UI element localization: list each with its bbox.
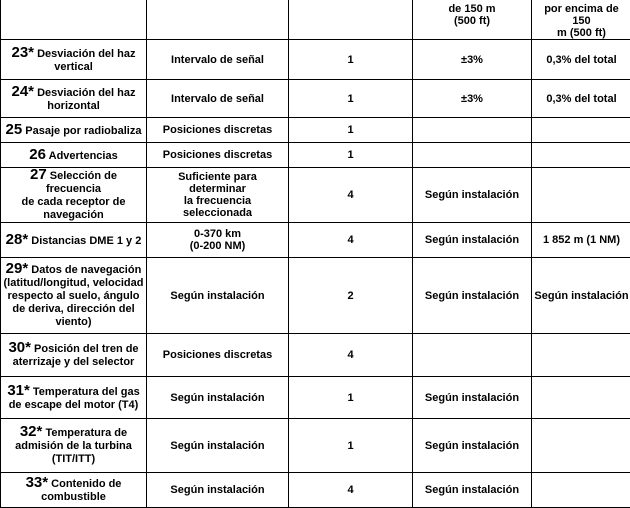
accuracy-high-cell [532,334,630,377]
header-cell-accuracy-low: de 150 m (500 ft) [413,0,532,40]
range-cell: Según instalación [147,377,289,419]
interval-cell: 4 [289,473,413,508]
accuracy-low-cell [413,143,532,168]
interval-cell: 4 [289,334,413,377]
parameter-number: 32* [20,423,43,440]
parameter-cell: 24* Desviación del haz horizontal [1,80,147,118]
header-cell-accuracy-high: por encima de 150 m (500 ft) [532,0,630,40]
accuracy-low-cell: Según instalación [413,473,532,508]
table-row [1,168,630,223]
interval-cell: 1 [289,40,413,80]
accuracy-low-cell: Según instalación [413,377,532,419]
accuracy-high-cell [532,168,630,223]
interval-cell: 1 [289,419,413,473]
range-cell: Según instalación [147,258,289,334]
accuracy-low-cell: ±3% [413,80,532,118]
header-row [1,0,630,40]
accuracy-high-cell: 0,3% del total [532,40,630,80]
accuracy-high-cell [532,419,630,473]
range-cell: Posiciones discretas [147,334,289,377]
accuracy-high-cell [532,377,630,419]
parameter-cell: 33* Contenido de combustible [1,473,147,508]
range-cell: Intervalo de señal [147,80,289,118]
accuracy-high-cell: 1 852 m (1 NM) [532,223,630,258]
accuracy-high-cell: Según instalación [532,258,630,334]
accuracy-low-cell: Según instalación [413,168,532,223]
parameter-number: 30* [8,339,31,356]
interval-cell: 1 [289,143,413,168]
header-cell-parameter [1,0,147,40]
table-row [1,223,630,258]
range-cell: Suficiente para determinar la frecuencia seleccionada [147,168,289,223]
accuracy-low-cell: Según instalación [413,419,532,473]
accuracy-low-cell: Según instalación [413,258,532,334]
range-cell: Posiciones discretas [147,143,289,168]
table-row [1,80,630,118]
parameter-cell: 31* Temperatura del gas de escape del motor (T4) [1,377,147,419]
interval-cell: 1 [289,377,413,419]
parameter-number: 28* [6,231,29,248]
range-cell: Según instalación [147,419,289,473]
table-row [1,118,630,143]
table-row [1,143,630,168]
accuracy-high-cell [532,118,630,143]
parameter-cell: 27 Selección de frecuencia de cada receptor de navegación [1,168,147,223]
parameter-cell: 28* Distancias DME 1 y 2 [1,223,147,258]
accuracy-low-cell: ±3% [413,40,532,80]
interval-cell: 4 [289,168,413,223]
interval-cell: 1 [289,118,413,143]
parameter-number: 24* [11,83,34,100]
parameter-number: 26 [29,146,46,163]
interval-cell: 1 [289,80,413,118]
parameter-number: 23* [11,44,34,61]
table-row [1,419,630,473]
parameter-cell: 26 Advertencias [1,143,147,168]
table-row [1,377,630,419]
header-cell-interval [289,0,413,40]
parameter-number: 31* [7,382,30,399]
accuracy-low-cell: Según instalación [413,223,532,258]
table-row [1,258,630,334]
table-row [1,40,630,80]
accuracy-high-cell [532,473,630,508]
range-cell: 0-370 km (0-200 NM) [147,223,289,258]
parameter-cell: 23* Desviación del haz vertical [1,40,147,80]
accuracy-low-cell [413,118,532,143]
range-cell: Posiciones discretas [147,118,289,143]
parameter-number: 29* [6,260,29,277]
range-cell: Intervalo de señal [147,40,289,80]
accuracy-low-cell [413,334,532,377]
range-cell: Según instalación [147,473,289,508]
parameter-cell: 30* Posición del tren de aterrizaje y del selector [1,334,147,377]
parameter-number: 33* [26,474,49,491]
table-row [1,334,630,377]
parameter-number: 27 [30,168,47,184]
interval-cell: 4 [289,223,413,258]
interval-cell: 2 [289,258,413,334]
parameter-cell: 32* Temperatura de admisión de la turbina (TIT/ITT) [1,419,147,473]
accuracy-high-cell [532,143,630,168]
accuracy-high-cell: 0,3% del total [532,80,630,118]
parameter-cell: 25 Pasaje por radiobaliza [1,118,147,143]
header-cell-range [147,0,289,40]
parameter-cell: 29* Datos de navegación (latitud/longitud, velocidad respecto al suelo, ángulo de deriva, dirección del viento) [1,258,147,334]
parameter-number: 25 [6,121,23,138]
table-row [1,473,630,508]
